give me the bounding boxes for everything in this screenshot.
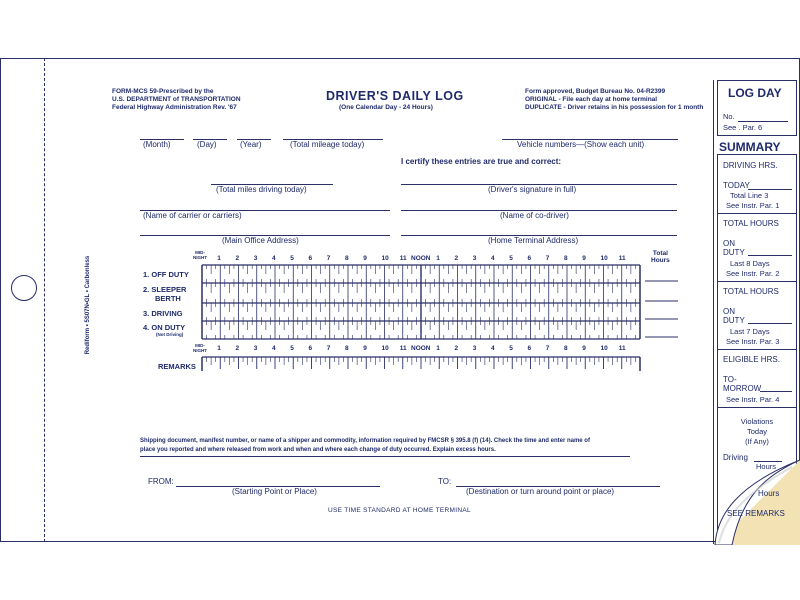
see-par2-note: See Instr. Par. 2 xyxy=(726,269,780,278)
log-day-no-label: No. xyxy=(723,112,735,121)
last7-note: Last 7 Days xyxy=(730,327,770,336)
hour-label: 5 xyxy=(509,255,513,262)
hour-label: 3 xyxy=(472,255,477,262)
today-label: TODAY xyxy=(723,181,750,190)
hour-label: 11 xyxy=(618,345,626,352)
midnight-label-bottom: MID- NIGHT xyxy=(193,343,207,353)
driving-hrs-label: DRIVING HRS. xyxy=(723,161,778,170)
hour-label: 9 xyxy=(582,345,586,352)
hour-label: 6 xyxy=(308,255,313,262)
hour-label: 3 xyxy=(253,255,258,262)
instructions-underline xyxy=(140,456,630,457)
see-par3-note: See Instr. Par. 3 xyxy=(726,337,780,346)
hour-label: 11 xyxy=(399,345,407,352)
hour-label: 5 xyxy=(509,345,513,352)
hour-label: 4 xyxy=(491,255,495,262)
hour-label: 2 xyxy=(454,255,459,262)
hour-label: 1 xyxy=(436,255,440,262)
driver-signature-label: (Driver's signature in full) xyxy=(488,185,577,194)
row-driving-label: 3. DRIVING xyxy=(143,309,183,318)
instructions-text: Shipping document, manifest number, or name of a shipper and commodity, information required by FMCSR § 395.8 (f) (14). Check the time and enter name of place you reported and where released from work and when and where each change of duty occurred. Explain excess hours. xyxy=(140,438,590,453)
curl-hours-label: Hours xyxy=(758,489,780,498)
hour-label: 7 xyxy=(326,255,331,262)
hour-label: 4 xyxy=(272,255,276,262)
year-label: (Year) xyxy=(240,140,262,149)
hour-label: 7 xyxy=(545,255,550,262)
destination-label: (Destination or turn around point or place) xyxy=(466,487,615,496)
hour-label: 10 xyxy=(381,255,389,262)
time-standard-note: USE TIME STANDARD AT HOME TERMINAL xyxy=(328,507,471,514)
hour-label: 10 xyxy=(600,255,608,262)
carrier-name-label: (Name of carrier or carriers) xyxy=(143,211,242,220)
hour-label: 1 xyxy=(217,255,221,262)
home-terminal-label: (Home Terminal Address) xyxy=(488,236,579,245)
total-hours-label-b: TOTAL HOURS xyxy=(723,287,779,296)
hour-label: 8 xyxy=(345,255,349,262)
hour-label: 8 xyxy=(564,345,568,352)
hour-label: 6 xyxy=(527,345,532,352)
violations-block: Violations Today (If Any) xyxy=(740,417,774,446)
on-duty-last8-field[interactable] xyxy=(748,255,792,256)
hour-label: 2 xyxy=(454,345,459,352)
hour-label: 5 xyxy=(290,345,294,352)
total-line3-note: Total Line 3 xyxy=(730,191,769,200)
hour-label: 1 xyxy=(217,345,221,352)
eligible-hrs-label: ELIGIBLE HRS. xyxy=(723,355,780,364)
row-sleeper-label: 2. SLEEPER BERTH xyxy=(143,285,187,303)
starting-point-label: (Starting Point or Place) xyxy=(232,487,317,496)
summary-title: SUMMARY xyxy=(719,140,781,154)
form-approval-block: Form approved, Budget Bureau No. 04-R2399 ORIGINAL - File each day at home terminal DUPLICATE - Driver retains in his possession for 1 month xyxy=(525,88,704,111)
month-label: (Month) xyxy=(143,140,171,149)
total-mileage-label: (Total mileage today) xyxy=(290,140,365,149)
page-curl xyxy=(697,455,800,545)
hour-label: 9 xyxy=(363,255,367,262)
hour-label: 2 xyxy=(235,255,240,262)
noon-label-top: NOON xyxy=(411,255,431,262)
hour-label: 7 xyxy=(326,345,331,352)
log-day-number-field[interactable] xyxy=(738,121,788,122)
hour-label: 7 xyxy=(545,345,550,352)
divider-1 xyxy=(717,213,797,214)
eligible-tomorrow-field[interactable] xyxy=(760,391,792,392)
row-on-duty-note: (Not Driving) xyxy=(156,332,184,337)
hour-label: 4 xyxy=(272,345,276,352)
hour-label: 8 xyxy=(564,255,568,262)
divider-2 xyxy=(717,281,797,282)
hour-label: 11 xyxy=(399,255,407,262)
on-duty-last7-field[interactable] xyxy=(748,323,792,324)
violations-hours-label: Hours xyxy=(756,462,777,471)
on-duty-label-b: ON DUTY xyxy=(723,307,745,325)
driving-hrs-today-field[interactable] xyxy=(748,189,792,190)
form-number-block: FORM-MCS 59-Prescribed by the U.S. DEPARTMENT of TRANSPORTATION Federal Highway Administration Rev. '67 xyxy=(112,88,241,111)
hour-label: 8 xyxy=(345,345,349,352)
see-par4-note: See Instr. Par. 4 xyxy=(726,395,780,404)
to-label: TO: xyxy=(438,477,452,486)
from-label: FROM: xyxy=(148,477,174,486)
on-duty-label-a: ON DUTY xyxy=(723,239,745,257)
log-day-see-par6: See . Par. 6 xyxy=(723,123,763,132)
hour-label: 10 xyxy=(600,345,608,352)
total-hours-label-a: TOTAL HOURS xyxy=(723,219,779,228)
log-day-title: LOG DAY xyxy=(728,86,782,100)
certify-statement: I certify these entries are true and correct: xyxy=(401,157,562,166)
vehicle-numbers-label: Vehicle numbers—(Show each unit) xyxy=(517,140,645,149)
remarks-label: REMARKS xyxy=(158,362,196,371)
row-off-duty-label: 1. OFF DUTY xyxy=(143,270,189,279)
binding-vertical-text: Rediform • 5S07N•GL • Carbonless xyxy=(85,255,91,355)
main-office-label: (Main Office Address) xyxy=(222,236,299,245)
hour-label: 11 xyxy=(618,255,626,262)
codriver-name-label: (Name of co-driver) xyxy=(500,211,569,220)
hour-label: 3 xyxy=(472,345,477,352)
day-label: (Day) xyxy=(197,140,217,149)
hour-label: 9 xyxy=(582,255,586,262)
form-title: DRIVER'S DAILY LOG xyxy=(326,89,464,103)
row-on-duty-label: 4. ON DUTY xyxy=(143,323,186,332)
hour-label: 4 xyxy=(491,345,495,352)
log-day-box xyxy=(717,80,797,136)
see-remarks-label: SEE REMARKS xyxy=(727,509,785,518)
midnight-label-top: MID- NIGHT xyxy=(193,250,207,260)
hour-label: 5 xyxy=(290,255,294,262)
hour-label: 3 xyxy=(253,345,258,352)
hour-label: 6 xyxy=(308,345,313,352)
hour-label: 1 xyxy=(436,345,440,352)
last8-note: Last 8 Days xyxy=(730,259,770,268)
divider-3 xyxy=(717,349,797,350)
hour-label: 10 xyxy=(381,345,389,352)
total-miles-driving-label: (Total miles driving today) xyxy=(216,185,307,194)
violations-driving-label: Driving xyxy=(723,453,748,462)
see-par1-note: See Instr. Par. 1 xyxy=(726,201,780,210)
total-hours-header: Total Hours xyxy=(651,250,670,264)
divider-4 xyxy=(717,407,797,408)
hour-label: 9 xyxy=(363,345,367,352)
form-subtitle: (One Calendar Day - 24 Hours) xyxy=(339,104,433,111)
noon-label-bottom: NOON xyxy=(411,345,431,352)
tomorrow-label: TO- MORROW xyxy=(723,375,762,393)
hour-label: 6 xyxy=(527,255,532,262)
hour-label: 2 xyxy=(235,345,240,352)
